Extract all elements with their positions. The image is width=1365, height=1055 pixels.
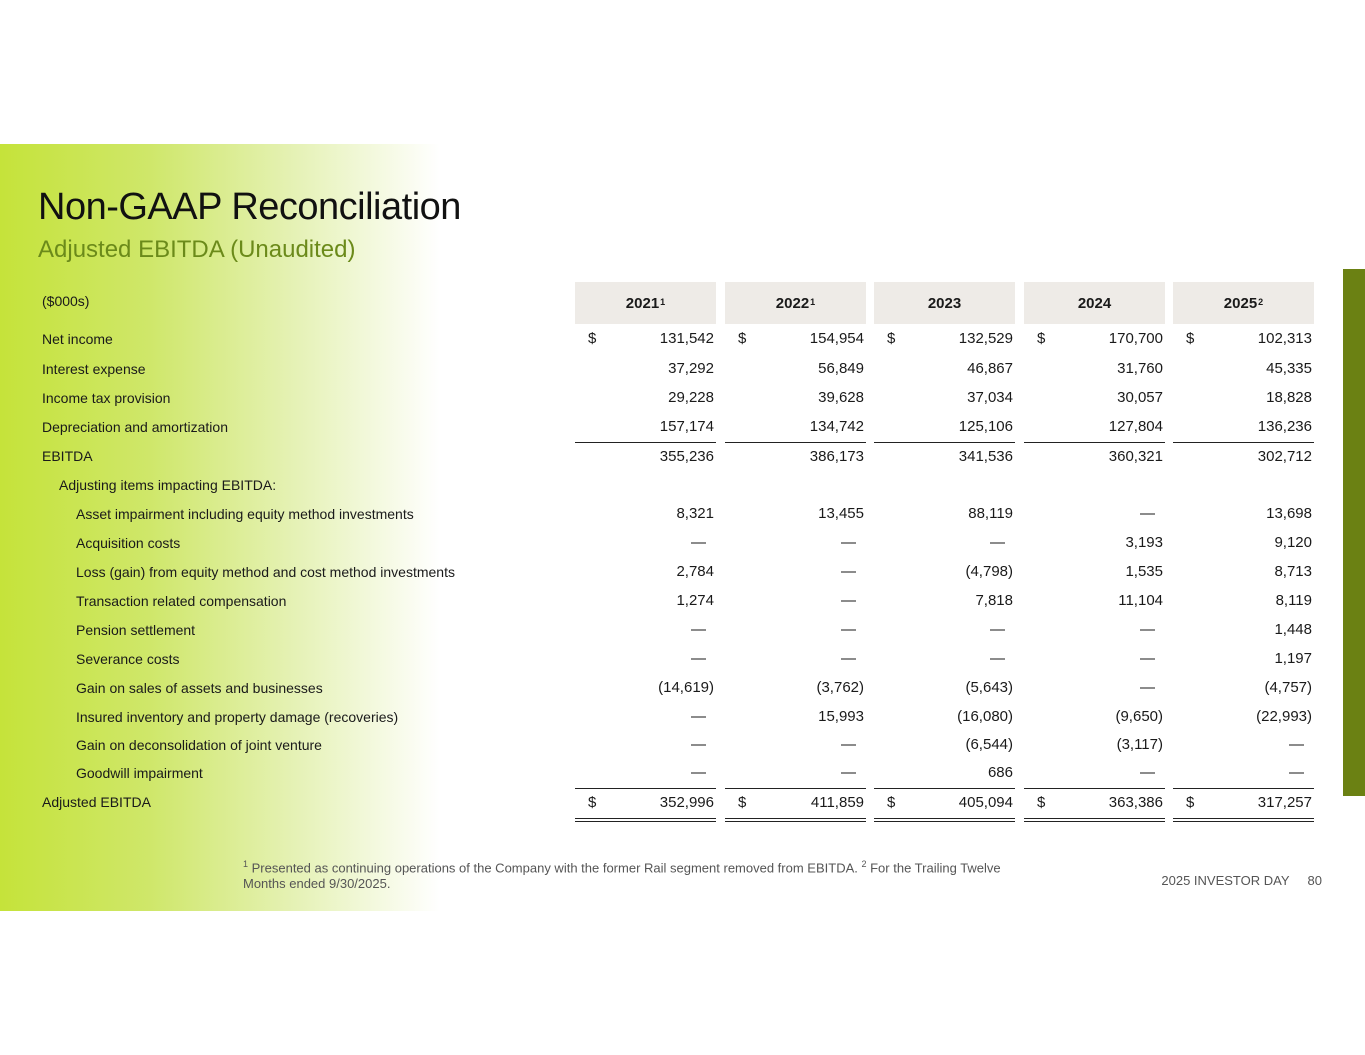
cell-value: 131,542 <box>659 330 714 347</box>
row-label: Asset impairment including equity method investments <box>76 506 414 522</box>
cell-value: 1,197 <box>1274 650 1312 667</box>
table-cell <box>725 587 866 616</box>
cell-value: — <box>841 736 856 753</box>
row-label: Severance costs <box>76 651 180 667</box>
table-cell <box>575 788 716 822</box>
table-cell <box>575 500 716 529</box>
table-cell <box>725 674 866 703</box>
table-row <box>0 645 1365 674</box>
cell-value: — <box>990 534 1005 551</box>
cell-value: 405,094 <box>958 794 1013 811</box>
table-cell <box>1173 674 1314 703</box>
cell-value: — <box>1140 764 1155 781</box>
units-label: ($000s) <box>42 293 90 309</box>
table-cell <box>1024 384 1165 413</box>
table-cell <box>575 587 716 616</box>
cell-value: 157,174 <box>659 418 714 435</box>
table-cell <box>1024 442 1165 472</box>
table-cell <box>575 759 716 788</box>
cell-value: (4,757) <box>1264 679 1312 696</box>
currency-symbol: $ <box>887 794 896 811</box>
table-cell <box>1173 529 1314 558</box>
cell-value: 13,698 <box>1266 505 1312 522</box>
table-cell <box>1024 325 1165 354</box>
table-cell <box>725 413 866 442</box>
column-year: 2023 <box>927 294 962 312</box>
table-cell <box>1173 587 1314 616</box>
table-cell <box>1173 355 1314 384</box>
row-label: Gain on sales of assets and businesses <box>76 680 323 696</box>
table-row <box>0 616 1365 645</box>
table-cell <box>874 587 1015 616</box>
cell-value: 7,818 <box>975 592 1013 609</box>
table-cell <box>1173 384 1314 413</box>
cell-value: 363,386 <box>1108 794 1163 811</box>
cell-value: — <box>1140 679 1155 696</box>
row-label: Transaction related compensation <box>76 593 287 609</box>
cell-value: 102,313 <box>1257 330 1312 347</box>
table-cell <box>725 616 866 645</box>
cell-value: 170,700 <box>1108 330 1163 347</box>
cell-value: (14,619) <box>658 679 714 696</box>
table-row <box>0 703 1365 732</box>
column-year: 2024 <box>1077 294 1112 312</box>
table-cell <box>575 674 716 703</box>
row-label: Net income <box>42 331 113 347</box>
table-cell <box>725 471 866 500</box>
cell-value: — <box>1289 736 1304 753</box>
table-cell <box>874 616 1015 645</box>
cell-value: 154,954 <box>809 330 864 347</box>
column-header-2022 <box>725 282 866 324</box>
cell-value: (5,643) <box>965 679 1013 696</box>
table-row <box>0 788 1365 817</box>
table-cell <box>874 413 1015 442</box>
row-label: Loss (gain) from equity method and cost method investments <box>76 564 455 580</box>
table-cell <box>1173 731 1314 760</box>
cell-value: (9,650) <box>1115 708 1163 725</box>
cell-value: 9,120 <box>1274 534 1312 551</box>
cell-value: 132,529 <box>958 330 1013 347</box>
cell-value: (4,798) <box>965 563 1013 580</box>
row-label: Goodwill impairment <box>76 765 203 781</box>
cell-value: — <box>1289 764 1304 781</box>
cell-value: 39,628 <box>818 389 864 406</box>
table-cell <box>874 759 1015 788</box>
row-label: Insured inventory and property damage (recoveries) <box>76 709 399 725</box>
table-cell <box>1173 759 1314 788</box>
cell-value: 45,335 <box>1266 360 1312 377</box>
table-cell <box>1024 759 1165 788</box>
table-cell <box>1024 703 1165 732</box>
table-cell <box>725 731 866 760</box>
table-cell <box>1173 325 1314 354</box>
table-cell <box>874 674 1015 703</box>
currency-symbol: $ <box>588 330 597 347</box>
table-cell <box>1024 529 1165 558</box>
currency-symbol: $ <box>588 794 597 811</box>
currency-symbol: $ <box>887 330 896 347</box>
cell-value: 37,034 <box>967 389 1013 406</box>
table-row <box>0 587 1365 616</box>
table-cell <box>575 355 716 384</box>
cell-value: — <box>691 534 706 551</box>
cell-value: 8,119 <box>1275 592 1312 609</box>
cell-value: 386,173 <box>809 448 864 465</box>
cell-value: 1,274 <box>676 592 714 609</box>
cell-value: 136,236 <box>1257 418 1312 435</box>
row-label: Income tax provision <box>42 390 171 406</box>
cell-value: 1,448 <box>1274 621 1312 638</box>
table-cell <box>725 759 866 788</box>
column-year: 2021 <box>625 294 660 312</box>
cell-value: 30,057 <box>1117 389 1163 406</box>
table-cell <box>874 384 1015 413</box>
table-row <box>0 674 1365 703</box>
table-cell <box>575 442 716 472</box>
cell-value: — <box>691 650 706 667</box>
table-cell <box>1024 500 1165 529</box>
table-cell <box>575 529 716 558</box>
table-row <box>0 325 1365 354</box>
cell-value: (16,080) <box>957 708 1013 725</box>
cell-value: (3,762) <box>816 679 864 696</box>
cell-value: 2,784 <box>676 563 714 580</box>
currency-symbol: $ <box>738 330 747 347</box>
table-cell <box>575 645 716 674</box>
page-subtitle: Adjusted EBITDA (Unaudited) <box>38 236 356 263</box>
table-cell <box>1024 731 1165 760</box>
column-header-2024 <box>1024 282 1165 324</box>
table-row <box>0 355 1365 384</box>
footnote-marker-2: 2 <box>861 859 867 869</box>
table-cell <box>874 788 1015 822</box>
cell-value: 29,228 <box>668 389 714 406</box>
footer-event: 2025 INVESTOR DAY <box>1161 873 1290 888</box>
table-cell <box>874 355 1015 384</box>
column-year: 2022 <box>775 294 810 312</box>
table-row <box>0 384 1365 413</box>
table-cell <box>874 529 1015 558</box>
table-cell <box>575 384 716 413</box>
row-label: Adjusted EBITDA <box>42 794 151 810</box>
table-cell <box>1024 616 1165 645</box>
table-cell <box>575 413 716 442</box>
table-cell <box>874 645 1015 674</box>
footnote-text-1: Presented as continuing operations of the Company with the former Rail segment removed from EBITDA. <box>248 860 862 876</box>
table-cell <box>725 703 866 732</box>
table-cell <box>1024 587 1165 616</box>
cell-value: 411,859 <box>810 794 864 811</box>
cell-value: 3,193 <box>1125 534 1163 551</box>
row-label: Depreciation and amortization <box>42 419 228 435</box>
row-label: Acquisition costs <box>76 535 181 551</box>
cell-value: 302,712 <box>1257 448 1312 465</box>
page-number: 80 <box>1307 873 1322 888</box>
table-row <box>0 731 1365 760</box>
table-cell <box>575 616 716 645</box>
table-cell <box>1024 471 1165 500</box>
cell-value: 18,828 <box>1266 389 1312 406</box>
cell-value: 355,236 <box>659 448 714 465</box>
table-cell <box>1173 616 1314 645</box>
cell-value: 360,321 <box>1108 448 1163 465</box>
row-label: Interest expense <box>42 361 146 377</box>
cell-value: (3,117) <box>1116 736 1163 753</box>
table-cell <box>1173 645 1314 674</box>
table-cell <box>1173 788 1314 822</box>
table-cell <box>1173 558 1314 587</box>
footnote-marker-1: 1 <box>243 859 249 869</box>
cell-value: — <box>841 650 856 667</box>
cell-value: 686 <box>987 764 1013 781</box>
cell-value: 88,119 <box>968 505 1013 522</box>
cell-value: — <box>691 708 706 725</box>
currency-symbol: $ <box>738 794 747 811</box>
table-row <box>0 471 1365 500</box>
cell-value: — <box>691 736 706 753</box>
table-cell <box>1173 703 1314 732</box>
table-row <box>0 500 1365 529</box>
table-cell <box>874 471 1015 500</box>
currency-symbol: $ <box>1037 794 1046 811</box>
cell-value: 341,536 <box>958 448 1013 465</box>
table-cell <box>575 703 716 732</box>
cell-value: — <box>841 534 856 551</box>
table-cell <box>575 325 716 354</box>
cell-value: (22,993) <box>1256 708 1312 725</box>
table-cell <box>725 529 866 558</box>
column-header-2023 <box>874 282 1015 324</box>
table-cell <box>1173 442 1314 472</box>
cell-value: — <box>691 764 706 781</box>
cell-value: — <box>841 563 856 580</box>
cell-value: 15,993 <box>818 708 864 725</box>
cell-value: 134,742 <box>809 418 864 435</box>
table-cell <box>1024 674 1165 703</box>
table-cell <box>725 645 866 674</box>
table-cell <box>725 355 866 384</box>
cell-value: 317,257 <box>1257 794 1312 811</box>
cell-value: 46,867 <box>967 360 1013 377</box>
table-cell <box>1173 500 1314 529</box>
cell-value: — <box>990 621 1005 638</box>
table-cell <box>575 471 716 500</box>
table-cell <box>1024 788 1165 822</box>
currency-symbol: $ <box>1037 330 1046 347</box>
cell-value: — <box>990 650 1005 667</box>
table-row <box>0 442 1365 471</box>
cell-value: (6,544) <box>965 736 1013 753</box>
table-cell <box>725 500 866 529</box>
cell-value: — <box>841 764 856 781</box>
table-cell <box>725 558 866 587</box>
cell-value: 13,455 <box>818 505 864 522</box>
table-row <box>0 558 1365 587</box>
row-label: EBITDA <box>42 448 93 464</box>
column-footnote-marker: 2 <box>1258 297 1264 307</box>
currency-symbol: $ <box>1186 330 1195 347</box>
table-cell <box>874 325 1015 354</box>
column-footnote-marker: 1 <box>660 297 666 307</box>
column-year: 2025 <box>1223 294 1258 312</box>
cell-value: 1,535 <box>1125 563 1163 580</box>
table-cell <box>575 731 716 760</box>
table-cell <box>874 442 1015 472</box>
table-cell <box>874 500 1015 529</box>
table-cell <box>725 788 866 822</box>
table-row <box>0 529 1365 558</box>
cell-value: — <box>1140 650 1155 667</box>
cell-value: — <box>841 592 856 609</box>
table-row <box>0 759 1365 788</box>
table-cell <box>1024 355 1165 384</box>
footnote-text-2: For the Trailing Twelve Months ended 9/30/2025. <box>243 860 1001 892</box>
cell-value: 8,321 <box>676 505 714 522</box>
table-cell <box>874 558 1015 587</box>
table-cell <box>1024 645 1165 674</box>
table-cell <box>575 558 716 587</box>
cell-value: — <box>1140 621 1155 638</box>
currency-symbol: $ <box>1186 794 1195 811</box>
cell-value: — <box>841 621 856 638</box>
table-cell <box>874 703 1015 732</box>
table-cell <box>1173 413 1314 442</box>
cell-value: 56,849 <box>818 360 864 377</box>
footnote <box>243 856 1043 892</box>
footer <box>1161 873 1322 888</box>
page-title: Non-GAAP Reconciliation <box>38 186 461 228</box>
column-header-2021 <box>575 282 716 324</box>
table-cell <box>874 731 1015 760</box>
table-cell <box>1173 471 1314 500</box>
row-label: Gain on deconsolidation of joint venture <box>76 737 322 753</box>
column-footnote-marker: 1 <box>810 297 816 307</box>
table-cell <box>1024 413 1165 442</box>
cell-value: 8,713 <box>1274 563 1312 580</box>
cell-value: 125,106 <box>958 418 1013 435</box>
table-cell <box>725 384 866 413</box>
cell-value: 352,996 <box>659 794 714 811</box>
row-label: Adjusting items impacting EBITDA: <box>59 477 277 493</box>
column-header-2025 <box>1173 282 1314 324</box>
table-cell <box>1024 558 1165 587</box>
cell-value: 37,292 <box>668 360 714 377</box>
cell-value: 31,760 <box>1117 360 1163 377</box>
table-cell <box>725 442 866 472</box>
cell-value: — <box>1140 505 1155 522</box>
row-label: Pension settlement <box>76 622 196 638</box>
cell-value: — <box>691 621 706 638</box>
table-cell <box>725 325 866 354</box>
table-row <box>0 413 1365 442</box>
cell-value: 11,104 <box>1118 592 1163 609</box>
cell-value: 127,804 <box>1108 418 1163 435</box>
